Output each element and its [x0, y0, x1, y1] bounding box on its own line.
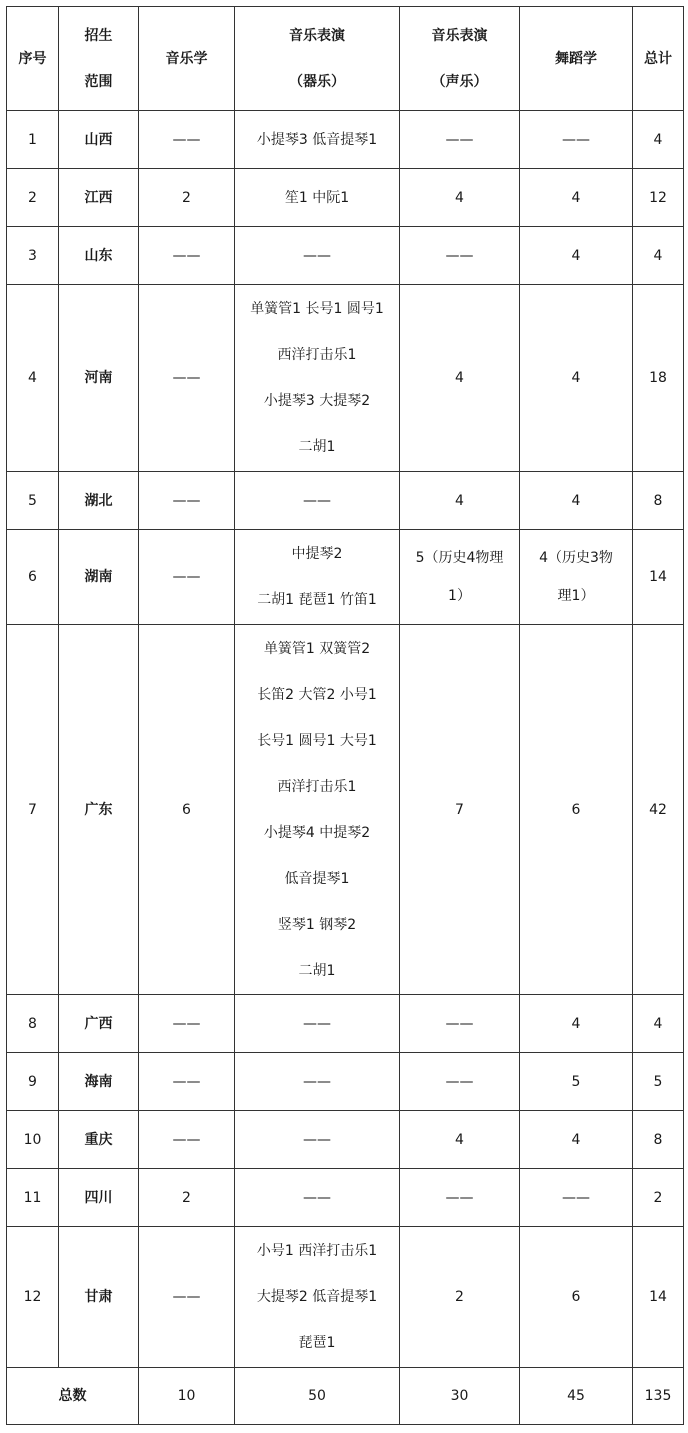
cell-vocal	[400, 995, 520, 1053]
cell-region: 四川	[59, 1169, 139, 1227]
cell-vocal-line: 4	[455, 492, 464, 509]
cell-vocal-line: 1）	[448, 588, 471, 604]
cell-dance	[520, 169, 633, 227]
cell-instrumental	[235, 472, 400, 530]
cell-instrumental-line: 长号1 圆号1 大号1	[257, 732, 377, 749]
cell-instrumental-line: 中提琴2	[291, 546, 343, 562]
cell-instrumental	[235, 1111, 400, 1169]
header-line: 音乐表演	[431, 27, 488, 44]
cell-vocal	[400, 625, 520, 995]
cell-total: 18	[633, 285, 684, 472]
cell-index: 1	[7, 111, 59, 169]
cell-dance-line: 5	[571, 1073, 581, 1090]
table-row	[7, 530, 684, 625]
cell-total: 8	[633, 1111, 684, 1169]
cell-region: 广东	[59, 625, 139, 995]
enrollment-table	[6, 6, 684, 1425]
cell-instrumental-line: 二胡1	[298, 439, 336, 455]
cell-index: 7	[7, 625, 59, 995]
totals-musicology: 10	[139, 1368, 235, 1425]
cell-instrumental-line: 单簧管1 双簧管2	[263, 640, 371, 657]
cell-instrumental	[235, 227, 400, 285]
table-row	[7, 625, 684, 995]
cell-vocal	[400, 1053, 520, 1111]
cell-musicology: 2	[139, 169, 235, 227]
cell-musicology: ——	[139, 1227, 235, 1368]
cell-region: 广西	[59, 995, 139, 1053]
cell-vocal	[400, 169, 520, 227]
cell-instrumental	[235, 285, 400, 472]
cell-instrumental	[235, 1169, 400, 1227]
cell-instrumental-line: 大提琴2 低音提琴1	[256, 1289, 378, 1305]
cell-vocal	[400, 285, 520, 472]
cell-vocal-line: 2	[455, 1289, 464, 1305]
cell-vocal-line: ——	[445, 1189, 474, 1206]
cell-dance-line: 6	[571, 1289, 581, 1305]
cell-vocal	[400, 1169, 520, 1227]
cell-instrumental-line: 二胡1 琵琶1 竹笛1	[257, 592, 377, 608]
cell-region: 湖北	[59, 472, 139, 530]
table-row	[7, 111, 684, 169]
cell-vocal-line: 4	[455, 1131, 464, 1148]
cell-instrumental	[235, 995, 400, 1053]
cell-musicology: ——	[139, 1111, 235, 1169]
totals-total: 135	[633, 1368, 684, 1425]
cell-region: 甘肃	[59, 1227, 139, 1368]
cell-musicology: ——	[139, 995, 235, 1053]
cell-total: 5	[633, 1053, 684, 1111]
cell-region: 江西	[59, 169, 139, 227]
cell-total: 14	[633, 530, 684, 625]
cell-instrumental-line: ——	[303, 1189, 331, 1206]
cell-vocal-line: ——	[445, 131, 474, 148]
cell-total: 14	[633, 1227, 684, 1368]
cell-index: 4	[7, 285, 59, 472]
cell-musicology: ——	[139, 111, 235, 169]
cell-instrumental-line: 西洋打击乐1	[277, 778, 357, 795]
cell-dance-line: 理1）	[557, 588, 595, 604]
cell-dance-line: ——	[562, 1189, 590, 1206]
cell-total: 4	[633, 227, 684, 285]
cell-instrumental-line: 单簧管1 长号1 圆号1	[250, 301, 384, 317]
cell-index: 11	[7, 1169, 59, 1227]
header-dance: 舞蹈学	[520, 7, 633, 111]
table-row	[7, 1227, 684, 1368]
cell-vocal	[400, 111, 520, 169]
cell-dance-line: 4	[571, 247, 581, 264]
cell-musicology: ——	[139, 285, 235, 472]
totals-vocal: 30	[400, 1368, 520, 1425]
cell-index: 12	[7, 1227, 59, 1368]
cell-vocal-line: 5（历史4物理	[415, 550, 504, 566]
header-performance-instrumental	[235, 7, 400, 111]
cell-region: 山西	[59, 111, 139, 169]
cell-instrumental-line: 小提琴3 低音提琴1	[256, 131, 378, 148]
cell-instrumental-line: ——	[303, 1131, 331, 1148]
cell-dance	[520, 1053, 633, 1111]
totals-label: 总数	[7, 1368, 139, 1425]
cell-instrumental	[235, 111, 400, 169]
cell-dance-line: 6	[571, 801, 581, 818]
cell-instrumental	[235, 625, 400, 995]
table-row	[7, 285, 684, 472]
cell-index: 6	[7, 530, 59, 625]
header-region-line: 招生	[84, 27, 113, 44]
cell-total: 4	[633, 995, 684, 1053]
cell-vocal	[400, 1227, 520, 1368]
cell-dance-line: 4	[571, 492, 581, 509]
cell-instrumental-line: 琵琶1	[298, 1335, 336, 1351]
header-row	[7, 7, 684, 111]
cell-instrumental	[235, 1053, 400, 1111]
cell-index: 9	[7, 1053, 59, 1111]
cell-instrumental-line: ——	[303, 492, 331, 509]
cell-instrumental-line: ——	[303, 247, 331, 264]
cell-region: 湖南	[59, 530, 139, 625]
cell-dance	[520, 1227, 633, 1368]
cell-instrumental-line: 小提琴4 中提琴2	[263, 824, 371, 841]
cell-dance-line: ——	[562, 131, 590, 148]
header-line: 音乐表演	[289, 27, 345, 44]
cell-total: 42	[633, 625, 684, 995]
cell-dance-line: 4（历史3物	[539, 550, 613, 566]
table-row	[7, 472, 684, 530]
cell-instrumental-line: ——	[303, 1073, 331, 1090]
header-total: 总计	[633, 7, 684, 111]
cell-dance	[520, 995, 633, 1053]
cell-instrumental-line: 小提琴3 大提琴2	[263, 393, 371, 409]
cell-instrumental-line: 小号1 西洋打击乐1	[256, 1243, 378, 1259]
cell-index: 5	[7, 472, 59, 530]
cell-vocal-line: 4	[455, 189, 464, 206]
table-row	[7, 1169, 684, 1227]
header-region	[59, 7, 139, 111]
cell-instrumental-line: 低音提琴1	[284, 870, 350, 887]
header-line: （声乐）	[431, 73, 488, 90]
cell-index: 8	[7, 995, 59, 1053]
header-region-line: 范围	[84, 73, 113, 90]
cell-dance	[520, 285, 633, 472]
cell-dance	[520, 1111, 633, 1169]
cell-index: 10	[7, 1111, 59, 1169]
cell-vocal	[400, 472, 520, 530]
cell-dance	[520, 530, 633, 625]
cell-dance	[520, 472, 633, 530]
header-performance-vocal	[400, 7, 520, 111]
cell-total: 2	[633, 1169, 684, 1227]
cell-vocal	[400, 1111, 520, 1169]
cell-vocal-line: ——	[445, 1015, 474, 1032]
cell-dance	[520, 625, 633, 995]
cell-instrumental	[235, 1227, 400, 1368]
cell-dance-line: 4	[571, 370, 581, 386]
cell-instrumental	[235, 530, 400, 625]
cell-vocal-line: 7	[455, 801, 464, 818]
cell-dance	[520, 111, 633, 169]
cell-index: 2	[7, 169, 59, 227]
header-musicology: 音乐学	[139, 7, 235, 111]
table-row	[7, 227, 684, 285]
cell-musicology: 6	[139, 625, 235, 995]
cell-dance	[520, 227, 633, 285]
cell-vocal-line: ——	[445, 247, 474, 264]
totals-dance: 45	[520, 1368, 633, 1425]
cell-vocal	[400, 227, 520, 285]
cell-region: 重庆	[59, 1111, 139, 1169]
cell-musicology: 2	[139, 1169, 235, 1227]
cell-musicology: ——	[139, 1053, 235, 1111]
table-row	[7, 169, 684, 227]
cell-dance-line: 4	[571, 1015, 581, 1032]
cell-total: 4	[633, 111, 684, 169]
cell-musicology: ——	[139, 530, 235, 625]
table-row	[7, 1053, 684, 1111]
cell-musicology: ——	[139, 472, 235, 530]
totals-instrumental: 50	[235, 1368, 400, 1425]
cell-index: 3	[7, 227, 59, 285]
cell-instrumental-line: 笙1 中阮1	[284, 189, 350, 206]
cell-instrumental-line: 二胡1	[298, 962, 336, 979]
cell-instrumental-line: 西洋打击乐1	[277, 347, 357, 363]
cell-vocal-line: ——	[445, 1073, 474, 1090]
cell-vocal-line: 4	[455, 370, 464, 386]
cell-region: 海南	[59, 1053, 139, 1111]
cell-region: 河南	[59, 285, 139, 472]
header-line: （器乐）	[289, 73, 345, 90]
table-row	[7, 1111, 684, 1169]
cell-instrumental-line: 长笛2 大管2 小号1	[257, 686, 377, 703]
table-row	[7, 995, 684, 1053]
table-body	[7, 111, 684, 1368]
cell-dance	[520, 1169, 633, 1227]
cell-total: 8	[633, 472, 684, 530]
cell-instrumental	[235, 169, 400, 227]
cell-vocal	[400, 530, 520, 625]
cell-instrumental-line: 竖琴1 钢琴2	[277, 916, 357, 933]
cell-instrumental-line: ——	[303, 1015, 331, 1032]
header-index: 序号	[7, 7, 59, 111]
cell-dance-line: 4	[571, 1131, 581, 1148]
cell-region: 山东	[59, 227, 139, 285]
cell-musicology: ——	[139, 227, 235, 285]
totals-row	[7, 1368, 684, 1425]
cell-total: 12	[633, 169, 684, 227]
cell-dance-line: 4	[571, 189, 581, 206]
